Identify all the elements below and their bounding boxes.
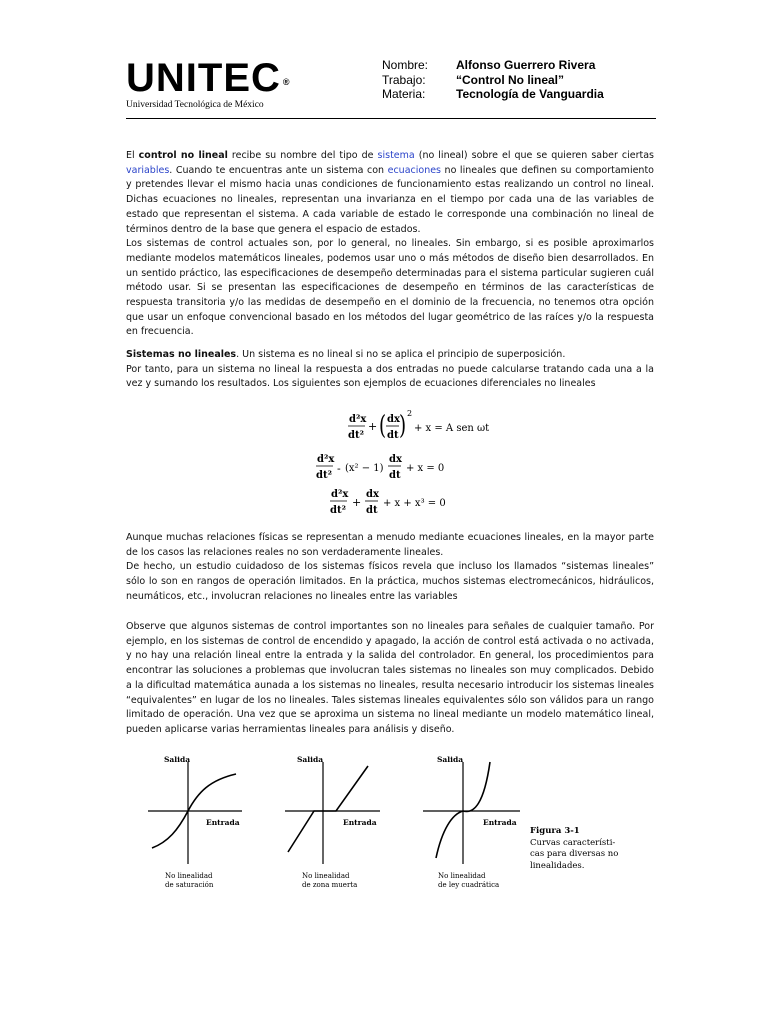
graph-label-line1: No linealidad — [165, 872, 213, 880]
aunque-section — [126, 531, 654, 605]
svg-text:(: ( — [379, 410, 387, 441]
axis-label-input: Entrada — [483, 818, 517, 827]
meta-row-nombre — [382, 58, 604, 73]
intro-section — [126, 149, 654, 340]
axis-label-input: Entrada — [206, 818, 240, 827]
observe-paragraph: Observe que algunos sistemas de control importantes son no lineales para señales de cualquier tamaño. Por ejemplo, en los sistemas de control de encendido y apagado, la acción de control está activada o no activada, y no hay una relación lineal entre la entrada y la salida del controlador. En general, los procedimientos para encontrar las soluciones a problemas que involucran tales sistemas no lineales son muy complicados. Debido a la dificultad matemática aunada a los sistemas no lineales, resulta necesario introducir los sistemas lineales “equivalentes” en lugar de los no lineales. Tales sistemas lineales equivalentes sólo son válidos para un rango limitado de operación. Una vez que se aproxima un sistema no lineal mediante un modelo matemático lineal, pueden aplicarse varias herramientas lineales para análisis y diseño. — [126, 621, 654, 735]
nonlinear-paragraph: Por tanto, para un sistema no lineal la respuesta a dos entradas no puede calcularse tratando cada una a la vez y sumando los resultados. Los siguientes son ejemplos de ecuaciones diferenciales no lineales — [126, 363, 654, 390]
svg-text:(x² − 1): (x² − 1) — [345, 463, 384, 474]
document-metadata — [382, 58, 604, 102]
equation-1 — [348, 409, 489, 441]
meta-row-trabajo — [382, 73, 604, 88]
nonlinear-definition — [126, 348, 654, 363]
graph-label-line1: No linealidad — [438, 872, 486, 880]
intro-paragraph-1 — [126, 149, 654, 237]
equations-block — [300, 404, 500, 522]
graph-label-line2: de saturación — [165, 881, 214, 889]
svg-text:dx: dx — [389, 454, 402, 465]
figure-caption — [530, 826, 618, 872]
meta-value: Alfonso Guerrero Rivera — [456, 58, 596, 72]
figure-caption-line: Curvas característi- — [530, 837, 616, 848]
svg-text:+: + — [368, 420, 378, 433]
unitec-logo — [126, 58, 289, 111]
meta-label: Nombre: — [382, 58, 429, 72]
equation-1-rhs: + x = A sen ωt — [414, 423, 490, 434]
equation-2 — [316, 454, 444, 481]
svg-text:d²x: d²x — [349, 414, 367, 425]
axis-label-output: Salida — [164, 755, 191, 764]
figure-caption-line: cas para diversas no — [530, 849, 619, 859]
aunque-paragraph-1: Aunque muchas relaciones físicas se representan a menudo mediante ecuaciones lineales, en la mayor parte de los casos las relaciones reales no son verdaderamente lineales. — [126, 532, 654, 558]
svg-text:dt²: dt² — [348, 430, 364, 441]
svg-text:d²x: d²x — [317, 454, 335, 465]
aunque-paragraph-2: De hecho, un estudio cuidadoso de los sistemas físicos revela que incluso los llamados “sistemas lineales” sólo lo son en rangos de operación limitados. En la práctica, muchos sistemas electromecánicos, hidráulicos, neumáticos, etc., involucran relaciones no lineales entre las variables — [126, 561, 654, 602]
axis-label-output: Salida — [437, 755, 464, 764]
svg-text:dt: dt — [389, 470, 401, 481]
svg-text:dx: dx — [366, 489, 379, 500]
figure-caption-title: Figura 3-1 — [530, 826, 580, 836]
link-variables[interactable]: variables — [126, 164, 170, 176]
header-divider — [126, 118, 656, 119]
graph-square-law — [423, 755, 520, 889]
meta-row-materia — [382, 87, 604, 102]
svg-text:+: + — [352, 496, 362, 509]
svg-text:d²x: d²x — [331, 489, 349, 500]
nonlinear-section — [126, 348, 654, 392]
term-control-no-lineal: control no lineal — [138, 150, 228, 161]
section-heading: Sistemas no lineales — [126, 349, 237, 360]
link-ecuaciones[interactable]: ecuaciones — [387, 164, 442, 176]
meta-value: “Control No lineal” — [456, 72, 564, 87]
svg-text:dt: dt — [366, 505, 378, 516]
meta-value: Tecnología de Vanguardia — [456, 87, 604, 101]
observe-section — [126, 620, 654, 738]
text-run: no lineales que definen su comportamiento y pretendes llevar el mismo hacia unas condiciones de funcionamiento estas realizando un control no lineal. Dichas ecuaciones no lineales, representan una invarianza en el tiempo por cada una de las variables de estado que representan el sistema. A cada variable de estado le corresponde una combinación no lineal de términos dentro de la base que genera el espacio de estados. — [126, 164, 654, 235]
meta-label: Trabajo: — [382, 72, 426, 87]
equation-3-rhs: + x + x³ = 0 — [383, 498, 446, 509]
text-run: . Cuando te encuentras ante un sistema con — [169, 164, 388, 176]
svg-text:dt: dt — [387, 430, 399, 441]
text-run: recibe su nombre del tipo de — [227, 150, 378, 161]
meta-label: Materia: — [382, 87, 426, 101]
logo-subtitle: Universidad Tecnológica de México — [126, 100, 264, 110]
svg-text:2: 2 — [407, 409, 413, 418]
equation-3 — [330, 489, 446, 516]
graph-dead-zone — [285, 755, 380, 889]
svg-text:dx: dx — [387, 414, 400, 425]
graph-saturation — [148, 755, 242, 889]
text-run: . Un sistema es no lineal si no se aplica el principio de superposición. — [236, 349, 566, 360]
svg-text:): ) — [399, 410, 407, 441]
registered-mark: ® — [282, 77, 291, 87]
svg-text:dt²: dt² — [316, 470, 332, 481]
svg-text:-: - — [337, 462, 341, 475]
svg-text:dt²: dt² — [330, 505, 346, 516]
graph-label-line2: de zona muerta — [302, 881, 358, 889]
text-run: (no lineal) sobre el que se quieren saber ciertas — [414, 150, 654, 161]
axis-label-input: Entrada — [343, 818, 377, 827]
figure-caption-line: linealidades. — [530, 860, 585, 871]
axis-label-output: Salida — [297, 755, 324, 764]
intro-paragraph-2: Los sistemas de control actuales son, por lo general, no lineales. Sin embargo, si es posible aproximarlos mediante modelos matemáticos lineales, podemos usar uno o más métodos de diseño bien desarrollados. En un sentido práctico, las especificaciones de desempeño determinadas para el sistema particular sugieren cuál método usar. Si se presentan las especificaciones de desempeño en términos de las características de respuesta transitoria y/o las medidas de desempeño en el dominio de la frecuencia, no tenemos otra opción que usar un enfoque convencional basado en los métodos del lugar geométrico de las raíces y/o la respuesta en frecuencia. — [126, 238, 654, 338]
graph-label-line2: de ley cuadrática — [438, 881, 500, 889]
logo-text: UNITEC — [126, 56, 281, 100]
link-sistema[interactable]: sistema — [377, 150, 415, 161]
text-run: El — [126, 150, 139, 161]
equation-2-rhs: + x = 0 — [406, 463, 445, 474]
equations-svg — [300, 404, 500, 522]
graph-label-line1: No linealidad — [302, 872, 350, 880]
